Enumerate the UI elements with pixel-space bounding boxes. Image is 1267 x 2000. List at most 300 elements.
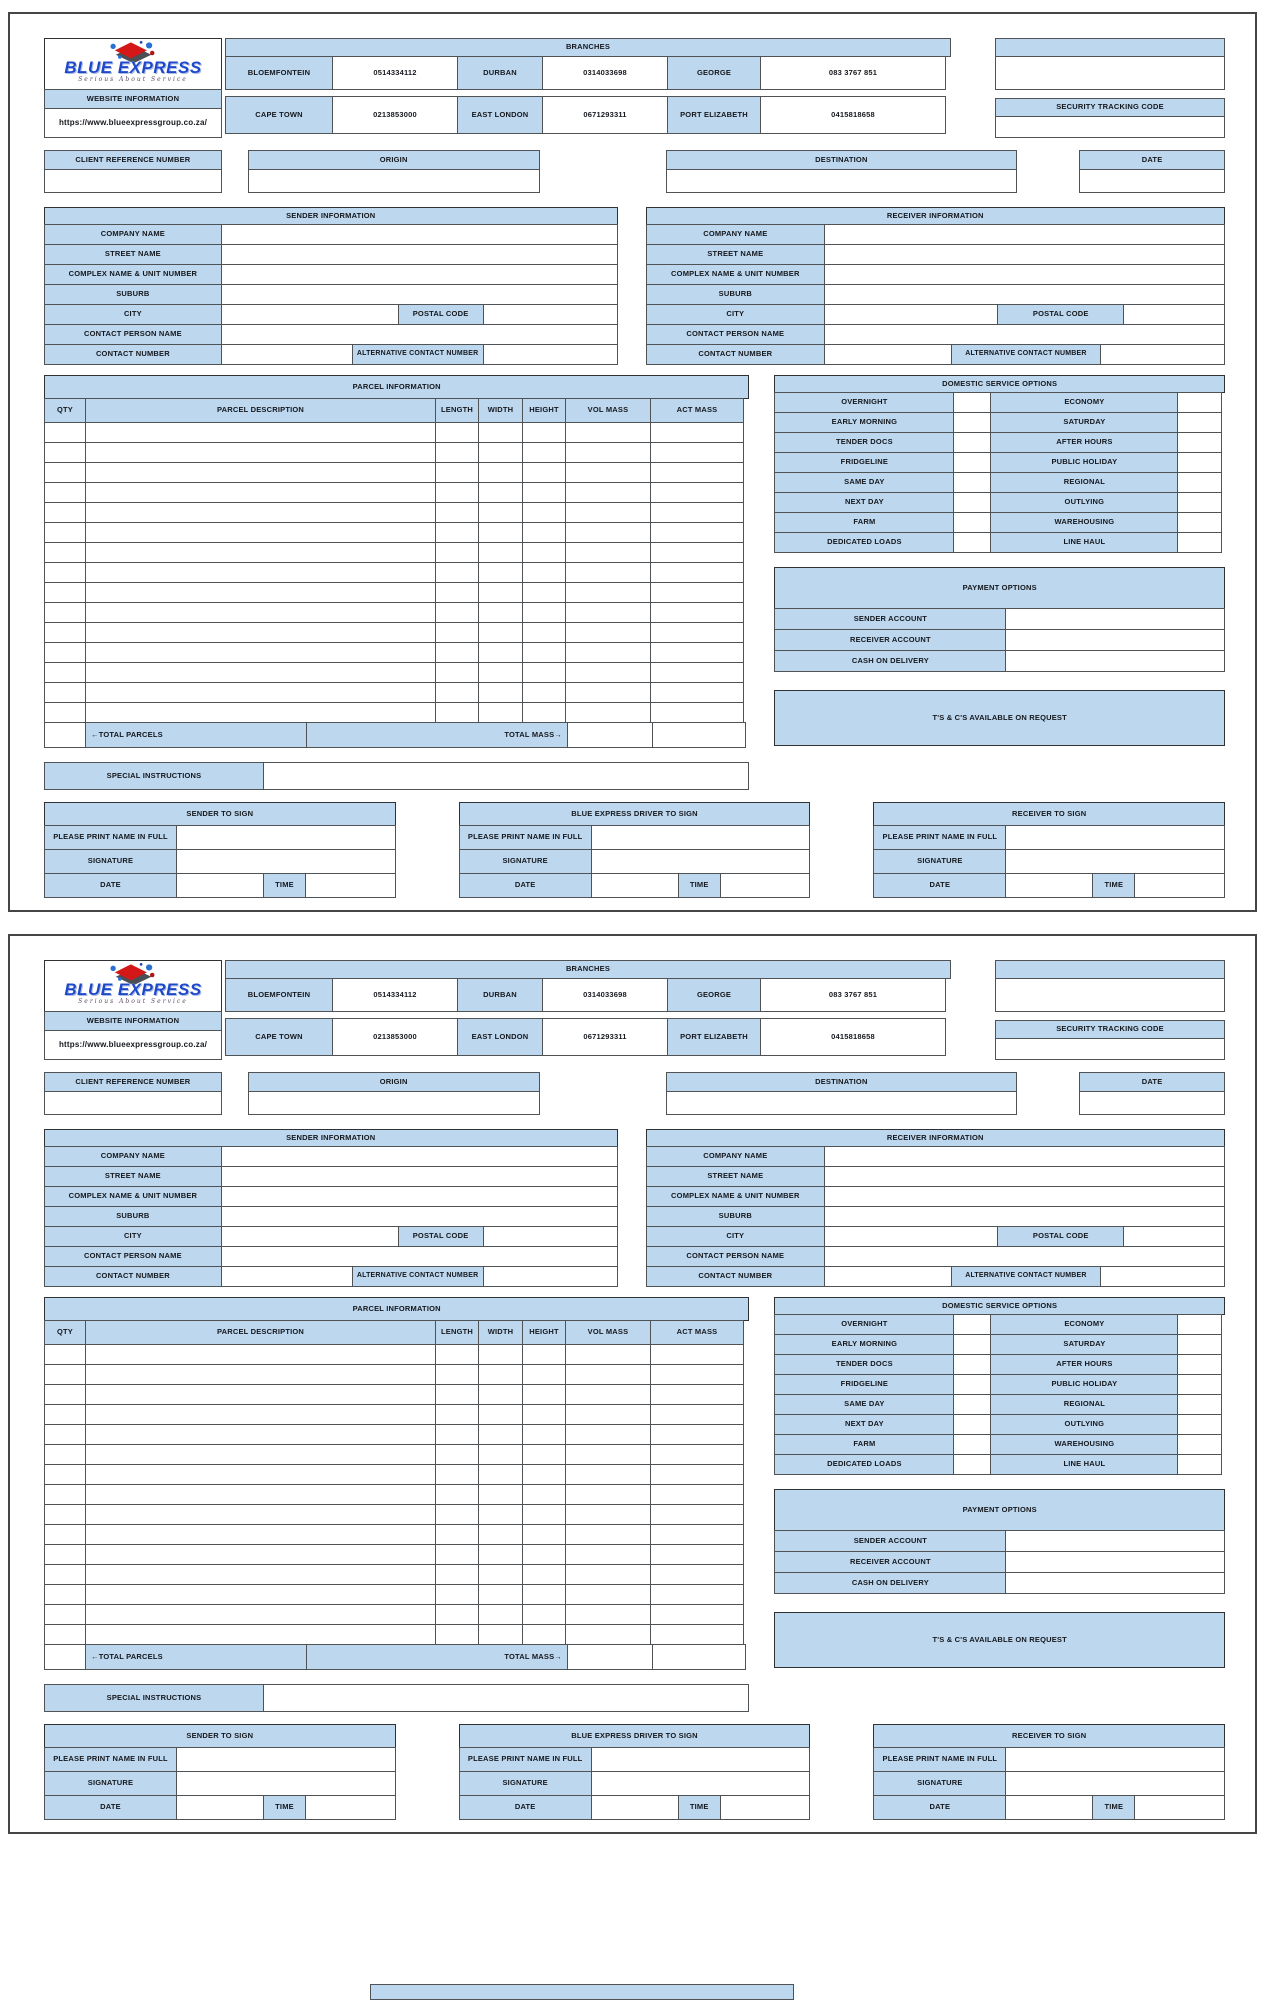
parcel-actmass-cell[interactable] xyxy=(650,1444,744,1465)
receiver-city-field[interactable] xyxy=(824,304,998,325)
parcel-length-cell[interactable] xyxy=(435,1524,479,1545)
parcel-actmass-cell[interactable] xyxy=(650,1424,744,1445)
parcel-description-cell[interactable] xyxy=(85,1524,436,1545)
receiver-contact-number-field[interactable] xyxy=(824,344,951,365)
parcel-qty-cell[interactable] xyxy=(44,502,86,523)
sender-street-field[interactable] xyxy=(221,244,618,265)
parcel-actmass-cell[interactable] xyxy=(650,582,744,603)
sender-contact-number-field[interactable] xyxy=(221,1266,353,1287)
parcel-qty-cell[interactable] xyxy=(44,1364,86,1385)
sender-account-field[interactable] xyxy=(1005,608,1225,630)
parcel-description-cell[interactable] xyxy=(85,542,436,563)
parcel-description-cell[interactable] xyxy=(85,622,436,643)
parcel-height-cell[interactable] xyxy=(522,662,566,683)
parcel-height-cell[interactable] xyxy=(522,462,566,483)
parcel-actmass-cell[interactable] xyxy=(650,1464,744,1485)
parcel-qty-cell[interactable] xyxy=(44,1564,86,1585)
parcel-qty-cell[interactable] xyxy=(44,442,86,463)
parcel-height-cell[interactable] xyxy=(522,1564,566,1585)
sender-date-field[interactable] xyxy=(176,1795,264,1820)
parcel-length-cell[interactable] xyxy=(435,1464,479,1485)
parcel-width-cell[interactable] xyxy=(478,622,523,643)
sender-alt-contact-field[interactable] xyxy=(483,1266,618,1287)
parcel-qty-cell[interactable] xyxy=(44,662,86,683)
parcel-width-cell[interactable] xyxy=(478,522,523,543)
receiver-account-field[interactable] xyxy=(1005,629,1225,651)
parcel-width-cell[interactable] xyxy=(478,1604,523,1625)
farm-checkbox[interactable] xyxy=(953,1434,991,1455)
parcel-actmass-cell[interactable] xyxy=(650,1524,744,1545)
parcel-qty-cell[interactable] xyxy=(44,1464,86,1485)
parcel-length-cell[interactable] xyxy=(435,482,479,503)
parcel-qty-cell[interactable] xyxy=(44,1484,86,1505)
parcel-height-cell[interactable] xyxy=(522,1444,566,1465)
sender-complex-field[interactable] xyxy=(221,264,618,285)
parcel-length-cell[interactable] xyxy=(435,1624,479,1645)
date-field[interactable] xyxy=(1079,169,1225,193)
sender-contact-person-field[interactable] xyxy=(221,324,618,345)
security-tracking-code-field[interactable] xyxy=(995,116,1225,138)
parcel-length-cell[interactable] xyxy=(435,1484,479,1505)
parcel-width-cell[interactable] xyxy=(478,1344,523,1365)
parcel-length-cell[interactable] xyxy=(435,642,479,663)
parcel-volmass-cell[interactable] xyxy=(565,1504,651,1525)
parcel-height-cell[interactable] xyxy=(522,1484,566,1505)
parcel-volmass-cell[interactable] xyxy=(565,1404,651,1425)
blank-code-field[interactable] xyxy=(995,978,1225,1012)
parcel-qty-cell[interactable] xyxy=(44,1384,86,1405)
next-day-checkbox[interactable] xyxy=(953,1414,991,1435)
sender-suburb-field[interactable] xyxy=(221,1206,618,1227)
parcel-width-cell[interactable] xyxy=(478,582,523,603)
client-reference-field[interactable] xyxy=(44,1091,222,1115)
parcel-volmass-cell[interactable] xyxy=(565,622,651,643)
parcel-qty-cell[interactable] xyxy=(44,1524,86,1545)
parcel-volmass-cell[interactable] xyxy=(565,582,651,603)
cash-on-delivery-field[interactable] xyxy=(1005,1572,1225,1594)
parcel-volmass-cell[interactable] xyxy=(565,702,651,723)
parcel-height-cell[interactable] xyxy=(522,422,566,443)
parcel-width-cell[interactable] xyxy=(478,1564,523,1585)
sender-street-field[interactable] xyxy=(221,1166,618,1187)
parcel-volmass-cell[interactable] xyxy=(565,1424,651,1445)
parcel-length-cell[interactable] xyxy=(435,1384,479,1405)
parcel-volmass-cell[interactable] xyxy=(565,602,651,623)
parcel-volmass-cell[interactable] xyxy=(565,1624,651,1645)
parcel-qty-cell[interactable] xyxy=(44,642,86,663)
parcel-description-cell[interactable] xyxy=(85,1404,436,1425)
parcel-description-cell[interactable] xyxy=(85,1564,436,1585)
parcel-actmass-cell[interactable] xyxy=(650,462,744,483)
receiver-signature-field[interactable] xyxy=(1005,1771,1225,1796)
parcel-qty-cell[interactable] xyxy=(44,1624,86,1645)
parcel-height-cell[interactable] xyxy=(522,1384,566,1405)
receiver-alt-contact-field[interactable] xyxy=(1100,1266,1225,1287)
parcel-length-cell[interactable] xyxy=(435,602,479,623)
parcel-description-cell[interactable] xyxy=(85,502,436,523)
sender-postal-field[interactable] xyxy=(483,1226,618,1247)
parcel-actmass-cell[interactable] xyxy=(650,442,744,463)
receiver-street-field[interactable] xyxy=(824,1166,1225,1187)
parcel-height-cell[interactable] xyxy=(522,1364,566,1385)
sender-print-name-field[interactable] xyxy=(176,825,396,850)
parcel-width-cell[interactable] xyxy=(478,642,523,663)
parcel-actmass-cell[interactable] xyxy=(650,1404,744,1425)
receiver-alt-contact-field[interactable] xyxy=(1100,344,1225,365)
parcel-width-cell[interactable] xyxy=(478,1504,523,1525)
sender-contact-person-field[interactable] xyxy=(221,1246,618,1267)
parcel-volmass-cell[interactable] xyxy=(565,502,651,523)
public-holiday-checkbox[interactable] xyxy=(1177,1374,1222,1395)
driver-date-field[interactable] xyxy=(591,873,679,898)
sender-account-field[interactable] xyxy=(1005,1530,1225,1552)
receiver-contact-person-field[interactable] xyxy=(824,1246,1225,1267)
parcel-description-cell[interactable] xyxy=(85,522,436,543)
saturday-checkbox[interactable] xyxy=(1177,412,1222,433)
special-instructions-field[interactable] xyxy=(263,1684,749,1712)
parcel-description-cell[interactable] xyxy=(85,602,436,623)
parcel-length-cell[interactable] xyxy=(435,422,479,443)
parcel-description-cell[interactable] xyxy=(85,1444,436,1465)
parcel-length-cell[interactable] xyxy=(435,1544,479,1565)
dedicated-loads-checkbox[interactable] xyxy=(953,1454,991,1475)
parcel-actmass-cell[interactable] xyxy=(650,1504,744,1525)
economy-checkbox[interactable] xyxy=(1177,1314,1222,1335)
parcel-volmass-cell[interactable] xyxy=(565,482,651,503)
parcel-height-cell[interactable] xyxy=(522,1624,566,1645)
parcel-length-cell[interactable] xyxy=(435,462,479,483)
parcel-volmass-cell[interactable] xyxy=(565,1364,651,1385)
sender-city-field[interactable] xyxy=(221,304,399,325)
parcel-actmass-cell[interactable] xyxy=(650,1384,744,1405)
parcel-description-cell[interactable] xyxy=(85,1624,436,1645)
parcel-length-cell[interactable] xyxy=(435,662,479,683)
parcel-description-cell[interactable] xyxy=(85,562,436,583)
parcel-height-cell[interactable] xyxy=(522,522,566,543)
parcel-description-cell[interactable] xyxy=(85,1424,436,1445)
regional-checkbox[interactable] xyxy=(1177,1394,1222,1415)
parcel-qty-cell[interactable] xyxy=(44,582,86,603)
parcel-volmass-cell[interactable] xyxy=(565,442,651,463)
total-mass-field[interactable] xyxy=(567,722,653,748)
parcel-actmass-cell[interactable] xyxy=(650,642,744,663)
parcel-qty-cell[interactable] xyxy=(44,1444,86,1465)
receiver-print-name-field[interactable] xyxy=(1005,1747,1225,1772)
parcel-volmass-cell[interactable] xyxy=(565,1604,651,1625)
receiver-complex-field[interactable] xyxy=(824,264,1225,285)
early-morning-checkbox[interactable] xyxy=(953,412,991,433)
sender-postal-field[interactable] xyxy=(483,304,618,325)
next-day-checkbox[interactable] xyxy=(953,492,991,513)
parcel-actmass-cell[interactable] xyxy=(650,502,744,523)
parcel-qty-cell[interactable] xyxy=(44,602,86,623)
special-instructions-field[interactable] xyxy=(263,762,749,790)
date-field[interactable] xyxy=(1079,1091,1225,1115)
receiver-street-field[interactable] xyxy=(824,244,1225,265)
parcel-actmass-cell[interactable] xyxy=(650,1584,744,1605)
parcel-height-cell[interactable] xyxy=(522,1404,566,1425)
parcel-actmass-cell[interactable] xyxy=(650,622,744,643)
dedicated-loads-checkbox[interactable] xyxy=(953,532,991,553)
destination-field[interactable] xyxy=(666,169,1018,193)
driver-time-field[interactable] xyxy=(720,873,811,898)
parcel-description-cell[interactable] xyxy=(85,462,436,483)
fridgeline-checkbox[interactable] xyxy=(953,1374,991,1395)
parcel-qty-cell[interactable] xyxy=(44,1344,86,1365)
parcel-actmass-cell[interactable] xyxy=(650,602,744,623)
sender-time-field[interactable] xyxy=(305,873,396,898)
parcel-height-cell[interactable] xyxy=(522,702,566,723)
line-haul-checkbox[interactable] xyxy=(1177,1454,1222,1475)
tender-docs-checkbox[interactable] xyxy=(953,1354,991,1375)
regional-checkbox[interactable] xyxy=(1177,472,1222,493)
parcel-height-cell[interactable] xyxy=(522,542,566,563)
parcel-width-cell[interactable] xyxy=(478,502,523,523)
tender-docs-checkbox[interactable] xyxy=(953,432,991,453)
parcel-height-cell[interactable] xyxy=(522,502,566,523)
sender-print-name-field[interactable] xyxy=(176,1747,396,1772)
parcel-qty-cell[interactable] xyxy=(44,1404,86,1425)
parcel-actmass-cell[interactable] xyxy=(650,1604,744,1625)
parcel-description-cell[interactable] xyxy=(85,1364,436,1385)
receiver-suburb-field[interactable] xyxy=(824,1206,1225,1227)
parcel-actmass-cell[interactable] xyxy=(650,1364,744,1385)
parcel-volmass-cell[interactable] xyxy=(565,1444,651,1465)
parcel-actmass-cell[interactable] xyxy=(650,1344,744,1365)
parcel-width-cell[interactable] xyxy=(478,462,523,483)
parcel-actmass-cell[interactable] xyxy=(650,422,744,443)
parcel-volmass-cell[interactable] xyxy=(565,642,651,663)
parcel-actmass-cell[interactable] xyxy=(650,1544,744,1565)
sender-company-field[interactable] xyxy=(221,224,618,245)
parcel-height-cell[interactable] xyxy=(522,1524,566,1545)
parcel-actmass-cell[interactable] xyxy=(650,662,744,683)
parcel-height-cell[interactable] xyxy=(522,1464,566,1485)
sender-date-field[interactable] xyxy=(176,873,264,898)
parcel-height-cell[interactable] xyxy=(522,482,566,503)
parcel-volmass-cell[interactable] xyxy=(565,1584,651,1605)
parcel-width-cell[interactable] xyxy=(478,542,523,563)
receiver-time-field[interactable] xyxy=(1134,1795,1225,1820)
parcel-qty-cell[interactable] xyxy=(44,1584,86,1605)
parcel-width-cell[interactable] xyxy=(478,482,523,503)
parcel-volmass-cell[interactable] xyxy=(565,662,651,683)
parcel-qty-cell[interactable] xyxy=(44,562,86,583)
receiver-contact-number-field[interactable] xyxy=(824,1266,951,1287)
parcel-volmass-cell[interactable] xyxy=(565,542,651,563)
parcel-actmass-cell[interactable] xyxy=(650,562,744,583)
parcel-volmass-cell[interactable] xyxy=(565,562,651,583)
receiver-contact-person-field[interactable] xyxy=(824,324,1225,345)
parcel-width-cell[interactable] xyxy=(478,682,523,703)
parcel-length-cell[interactable] xyxy=(435,702,479,723)
parcel-width-cell[interactable] xyxy=(478,1524,523,1545)
parcel-qty-cell[interactable] xyxy=(44,1504,86,1525)
origin-field[interactable] xyxy=(248,169,540,193)
cash-on-delivery-field[interactable] xyxy=(1005,650,1225,672)
sender-company-field[interactable] xyxy=(221,1146,618,1167)
parcel-length-cell[interactable] xyxy=(435,1424,479,1445)
parcel-width-cell[interactable] xyxy=(478,1484,523,1505)
driver-print-name-field[interactable] xyxy=(591,825,811,850)
same-day-checkbox[interactable] xyxy=(953,1394,991,1415)
parcel-length-cell[interactable] xyxy=(435,502,479,523)
parcel-height-cell[interactable] xyxy=(522,1544,566,1565)
parcel-width-cell[interactable] xyxy=(478,1584,523,1605)
parcel-length-cell[interactable] xyxy=(435,582,479,603)
parcel-height-cell[interactable] xyxy=(522,562,566,583)
parcel-description-cell[interactable] xyxy=(85,682,436,703)
parcel-length-cell[interactable] xyxy=(435,1344,479,1365)
parcel-length-cell[interactable] xyxy=(435,522,479,543)
origin-field[interactable] xyxy=(248,1091,540,1115)
parcel-length-cell[interactable] xyxy=(435,622,479,643)
receiver-signature-field[interactable] xyxy=(1005,849,1225,874)
driver-print-name-field[interactable] xyxy=(591,1747,811,1772)
parcel-height-cell[interactable] xyxy=(522,1424,566,1445)
parcel-width-cell[interactable] xyxy=(478,442,523,463)
parcel-qty-cell[interactable] xyxy=(44,422,86,443)
parcel-actmass-cell[interactable] xyxy=(650,1624,744,1645)
parcel-description-cell[interactable] xyxy=(85,1544,436,1565)
parcel-width-cell[interactable] xyxy=(478,1424,523,1445)
parcel-width-cell[interactable] xyxy=(478,562,523,583)
parcel-height-cell[interactable] xyxy=(522,1504,566,1525)
parcel-width-cell[interactable] xyxy=(478,1544,523,1565)
warehousing-checkbox[interactable] xyxy=(1177,1434,1222,1455)
parcel-description-cell[interactable] xyxy=(85,1504,436,1525)
parcel-description-cell[interactable] xyxy=(85,702,436,723)
security-tracking-code-field[interactable] xyxy=(995,1038,1225,1060)
parcel-description-cell[interactable] xyxy=(85,442,436,463)
parcel-width-cell[interactable] xyxy=(478,1404,523,1425)
parcel-description-cell[interactable] xyxy=(85,582,436,603)
parcel-volmass-cell[interactable] xyxy=(565,1344,651,1365)
parcel-description-cell[interactable] xyxy=(85,662,436,683)
parcel-height-cell[interactable] xyxy=(522,442,566,463)
parcel-volmass-cell[interactable] xyxy=(565,682,651,703)
parcel-description-cell[interactable] xyxy=(85,482,436,503)
parcel-height-cell[interactable] xyxy=(522,682,566,703)
parcel-length-cell[interactable] xyxy=(435,1564,479,1585)
parcel-volmass-cell[interactable] xyxy=(565,1464,651,1485)
parcel-width-cell[interactable] xyxy=(478,1624,523,1645)
total-mass-field[interactable] xyxy=(567,1644,653,1670)
receiver-postal-field[interactable] xyxy=(1123,304,1225,325)
driver-date-field[interactable] xyxy=(591,1795,679,1820)
parcel-height-cell[interactable] xyxy=(522,622,566,643)
sender-contact-number-field[interactable] xyxy=(221,344,353,365)
receiver-complex-field[interactable] xyxy=(824,1186,1225,1207)
after-hours-checkbox[interactable] xyxy=(1177,432,1222,453)
sender-time-field[interactable] xyxy=(305,1795,396,1820)
parcel-length-cell[interactable] xyxy=(435,1444,479,1465)
parcel-qty-cell[interactable] xyxy=(44,622,86,643)
client-reference-field[interactable] xyxy=(44,169,222,193)
parcel-length-cell[interactable] xyxy=(435,1604,479,1625)
receiver-suburb-field[interactable] xyxy=(824,284,1225,305)
parcel-width-cell[interactable] xyxy=(478,1444,523,1465)
parcel-qty-cell[interactable] xyxy=(44,522,86,543)
parcel-description-cell[interactable] xyxy=(85,1604,436,1625)
parcel-actmass-cell[interactable] xyxy=(650,1484,744,1505)
driver-time-field[interactable] xyxy=(720,1795,811,1820)
parcel-description-cell[interactable] xyxy=(85,1484,436,1505)
parcel-actmass-cell[interactable] xyxy=(650,682,744,703)
parcel-actmass-cell[interactable] xyxy=(650,1564,744,1585)
parcel-volmass-cell[interactable] xyxy=(565,422,651,443)
receiver-date-field[interactable] xyxy=(1005,873,1093,898)
receiver-account-field[interactable] xyxy=(1005,1551,1225,1573)
parcel-qty-cell[interactable] xyxy=(44,682,86,703)
parcel-qty-cell[interactable] xyxy=(44,1424,86,1445)
total-actmass-field[interactable] xyxy=(652,722,746,748)
warehousing-checkbox[interactable] xyxy=(1177,512,1222,533)
parcel-length-cell[interactable] xyxy=(435,1364,479,1385)
parcel-actmass-cell[interactable] xyxy=(650,522,744,543)
parcel-actmass-cell[interactable] xyxy=(650,482,744,503)
parcel-volmass-cell[interactable] xyxy=(565,522,651,543)
receiver-time-field[interactable] xyxy=(1134,873,1225,898)
parcel-height-cell[interactable] xyxy=(522,582,566,603)
parcel-length-cell[interactable] xyxy=(435,542,479,563)
parcel-qty-cell[interactable] xyxy=(44,482,86,503)
sender-signature-field[interactable] xyxy=(176,1771,396,1796)
receiver-print-name-field[interactable] xyxy=(1005,825,1225,850)
economy-checkbox[interactable] xyxy=(1177,392,1222,413)
parcel-qty-cell[interactable] xyxy=(44,1604,86,1625)
parcel-qty-cell[interactable] xyxy=(44,462,86,483)
parcel-volmass-cell[interactable] xyxy=(565,1544,651,1565)
parcel-height-cell[interactable] xyxy=(522,602,566,623)
fridgeline-checkbox[interactable] xyxy=(953,452,991,473)
sender-complex-field[interactable] xyxy=(221,1186,618,1207)
parcel-volmass-cell[interactable] xyxy=(565,1524,651,1545)
parcel-length-cell[interactable] xyxy=(435,1584,479,1605)
parcel-width-cell[interactable] xyxy=(478,1384,523,1405)
saturday-checkbox[interactable] xyxy=(1177,1334,1222,1355)
receiver-postal-field[interactable] xyxy=(1123,1226,1225,1247)
parcel-width-cell[interactable] xyxy=(478,702,523,723)
parcel-qty-cell[interactable] xyxy=(44,1544,86,1565)
parcel-volmass-cell[interactable] xyxy=(565,1384,651,1405)
sender-suburb-field[interactable] xyxy=(221,284,618,305)
parcel-description-cell[interactable] xyxy=(85,1464,436,1485)
parcel-description-cell[interactable] xyxy=(85,1384,436,1405)
sender-city-field[interactable] xyxy=(221,1226,399,1247)
driver-signature-field[interactable] xyxy=(591,1771,811,1796)
parcel-width-cell[interactable] xyxy=(478,602,523,623)
line-haul-checkbox[interactable] xyxy=(1177,532,1222,553)
same-day-checkbox[interactable] xyxy=(953,472,991,493)
receiver-date-field[interactable] xyxy=(1005,1795,1093,1820)
parcel-actmass-cell[interactable] xyxy=(650,542,744,563)
parcel-width-cell[interactable] xyxy=(478,1364,523,1385)
farm-checkbox[interactable] xyxy=(953,512,991,533)
overnight-checkbox[interactable] xyxy=(953,1314,991,1335)
parcel-length-cell[interactable] xyxy=(435,682,479,703)
blank-code-field[interactable] xyxy=(995,56,1225,90)
receiver-company-field[interactable] xyxy=(824,1146,1225,1167)
public-holiday-checkbox[interactable] xyxy=(1177,452,1222,473)
parcel-height-cell[interactable] xyxy=(522,1344,566,1365)
parcel-description-cell[interactable] xyxy=(85,642,436,663)
early-morning-checkbox[interactable] xyxy=(953,1334,991,1355)
sender-alt-contact-field[interactable] xyxy=(483,344,618,365)
parcel-volmass-cell[interactable] xyxy=(565,1484,651,1505)
parcel-width-cell[interactable] xyxy=(478,422,523,443)
parcel-height-cell[interactable] xyxy=(522,642,566,663)
